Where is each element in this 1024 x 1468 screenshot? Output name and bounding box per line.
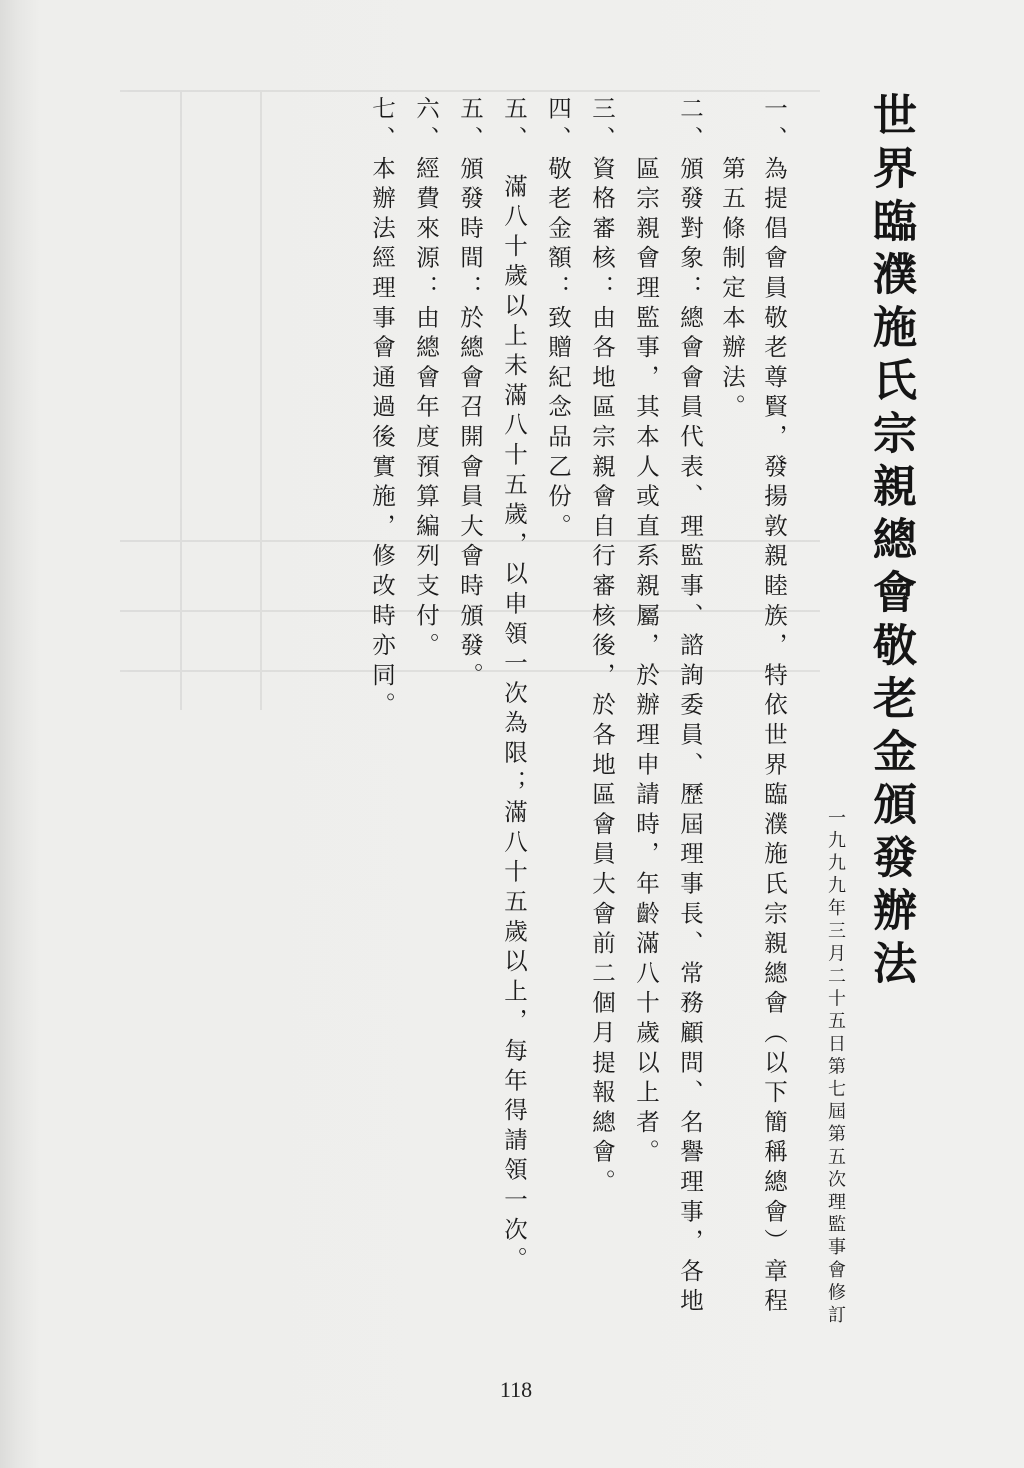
clause-2-line-2: 區宗親會理監事，其本人或直系親屬，於辦理申請時，年齡滿八十歲以上者。	[632, 96, 660, 1169]
document-subtitle: 一九九九年三月二十五日第七屆第五次理監事會修訂	[825, 808, 846, 1328]
clause-1-line-2: 第五條制定本辦法。	[718, 96, 746, 424]
clause-6: 六、經費來源：由總會年度預算編列支付。	[412, 96, 440, 663]
clause-7: 七、本辦法經理事會通過後實施，修改時亦同。	[368, 96, 396, 722]
page-number: 118	[499, 1377, 533, 1402]
clause-5: 五、頒發時間：於總會召開會員大會時頒發。	[456, 96, 484, 692]
clause-1-line-1: 一、為提倡會員敬老尊賢，發揚敦親睦族，特依世界臨濮施氏宗親總會（以下簡稱總會）章程	[760, 96, 788, 1318]
clause-4-detail: 五、 滿八十歲以上未滿八十五歲，以申領一次為限；滿八十五歲以上，每年得請領一次。	[500, 96, 528, 1277]
clause-4: 四、敬老金額：致贈紀念品乙份。	[544, 96, 572, 543]
document-title: 世界臨濮施氏宗親總會敬老金頒發辦法	[865, 92, 916, 993]
clause-3: 三、資格審核：由各地區宗親會自行審核後，於各地區會員大會前二個月提報總會。	[588, 96, 616, 1199]
clause-2-line-1: 二、頒發對象：總會會員代表、理監事、諮詢委員、歷屆理事長、常務顧問、名譽理事，各地	[676, 96, 704, 1318]
